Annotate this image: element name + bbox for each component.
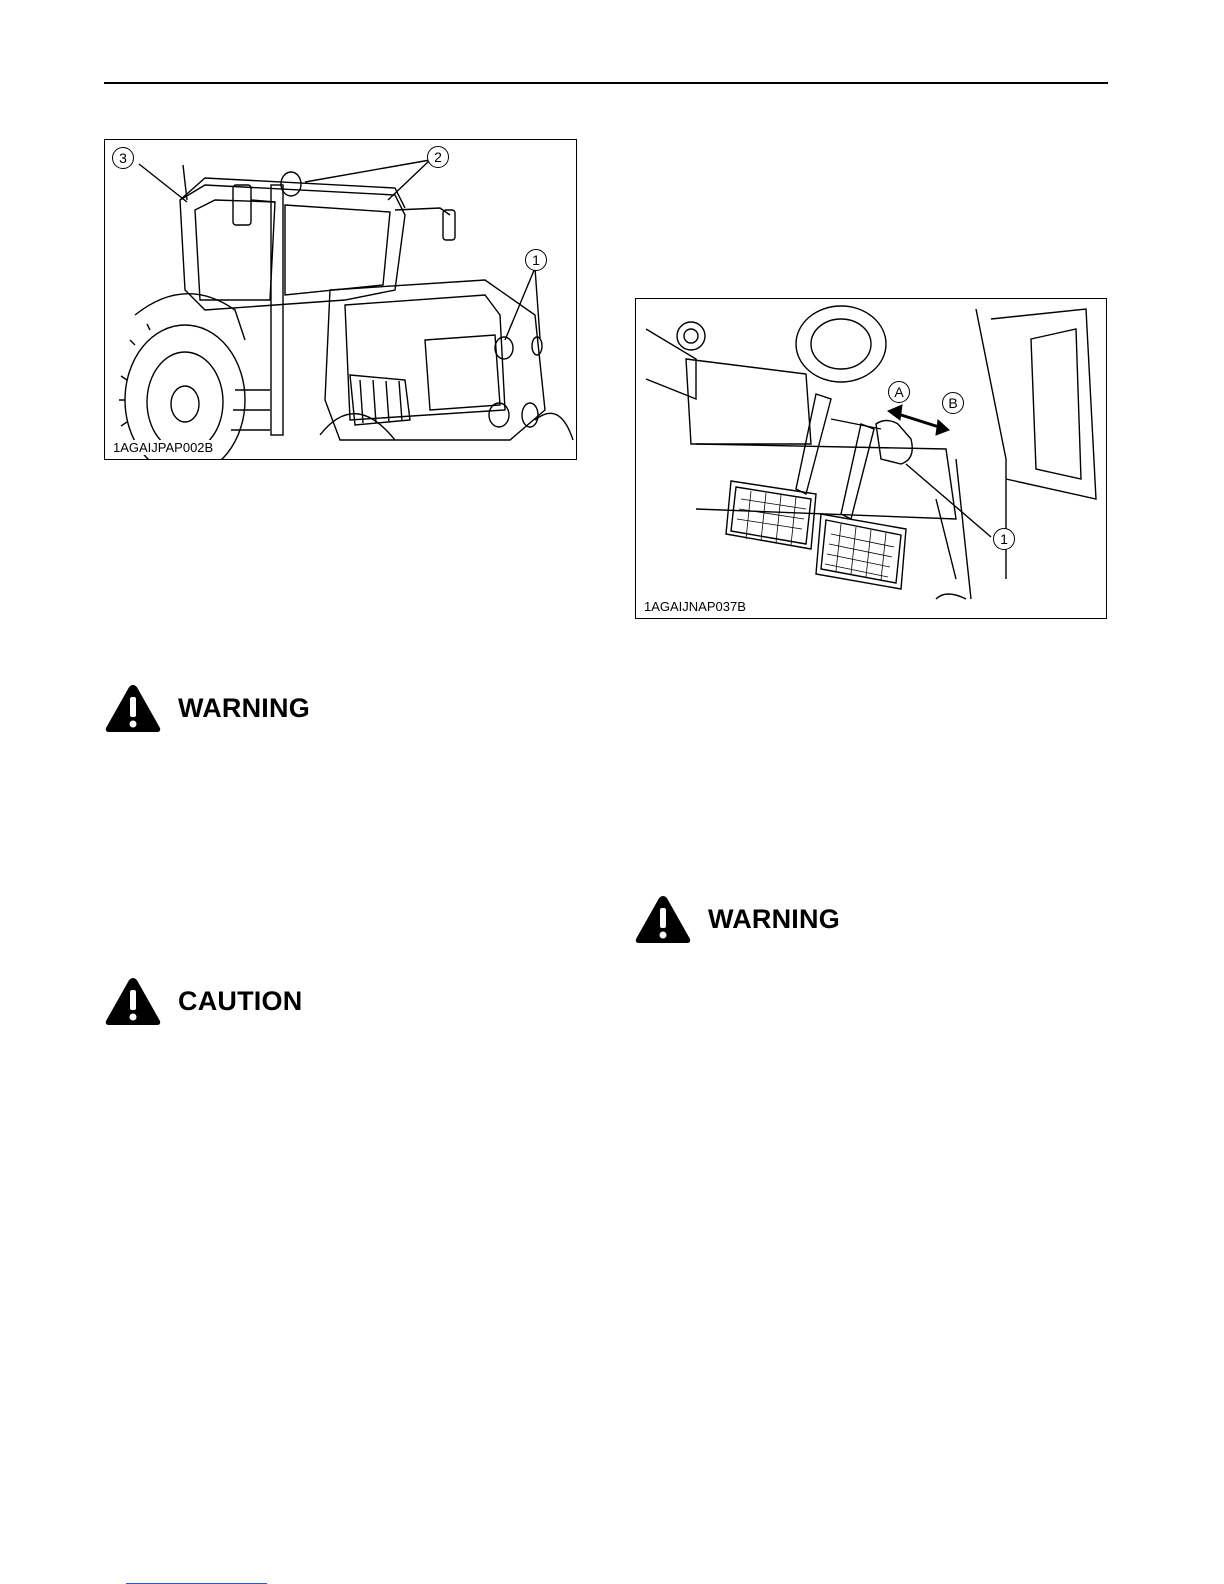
figure-code: 1AGAIJPAP002B: [113, 440, 214, 455]
warning-label: WARNING: [708, 903, 840, 934]
callout-3: 3: [112, 147, 134, 169]
warning-heading: [104, 682, 310, 734]
warning-triangle-icon: [104, 975, 162, 1027]
callout-2: 2: [427, 146, 449, 168]
warning-triangle-icon: [104, 682, 162, 734]
tractor-figure: [104, 139, 577, 460]
pedals-figure: [635, 298, 1107, 619]
callout-1: 1: [993, 528, 1015, 550]
warning-label: WARNING: [178, 692, 310, 723]
callout-A: A: [888, 381, 910, 403]
warning-triangle-icon: [634, 893, 692, 945]
header-rule: [104, 82, 1108, 84]
caution-label: CAUTION: [178, 985, 303, 1016]
callout-1: 1: [525, 249, 547, 271]
pedals-illustration: [636, 299, 1106, 618]
tractor-illustration: [105, 140, 576, 459]
figure-code: 1AGAIJNAP037B: [644, 599, 746, 614]
callout-B: B: [942, 392, 964, 414]
warning-heading: [634, 893, 840, 945]
caution-heading: [104, 975, 302, 1027]
